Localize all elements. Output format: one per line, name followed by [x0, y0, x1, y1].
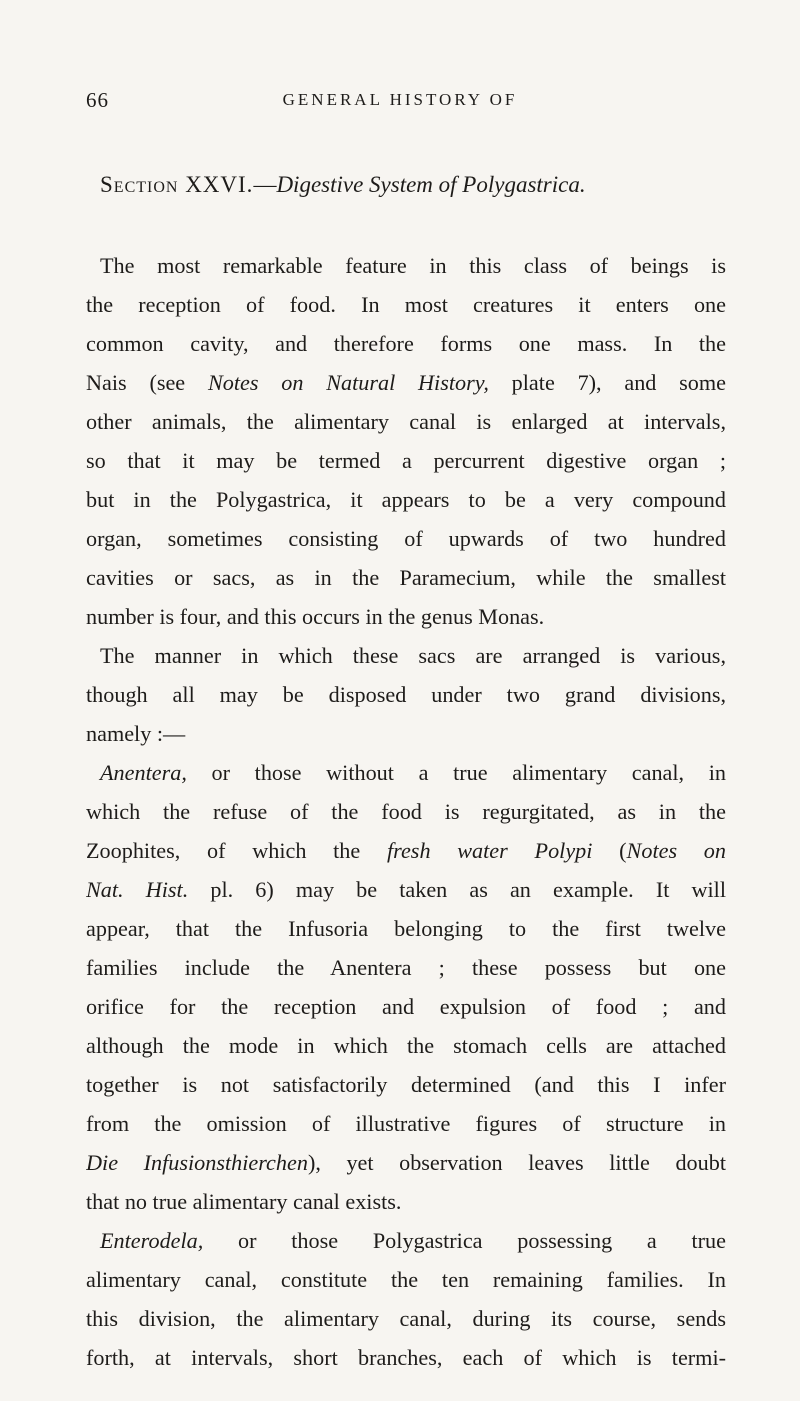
term-anentera: Anentera,: [100, 760, 187, 785]
text-line: organ, sometimes consisting of upwards of two hundred: [86, 526, 726, 551]
text-line: this division, the alimentary canal, during its course, sends: [86, 1306, 726, 1331]
book-reference: Die Infusionsthierchen: [86, 1150, 308, 1175]
section-heading: [100, 172, 586, 198]
book-reference: Notes on: [626, 838, 726, 863]
book-reference: Notes on Natural History,: [207, 370, 489, 395]
paragraph-food-reception: [86, 246, 726, 636]
page-number: 66: [86, 88, 109, 112]
text-line: [86, 753, 726, 792]
section-dash: —: [253, 172, 277, 197]
text-line: although the mode in which the stomach cells are attached: [86, 1033, 726, 1058]
text-fragment: or those Polygastrica possessing a true: [203, 1228, 726, 1253]
text-line: appear, that the Infusoria belonging to the first twelve: [86, 916, 726, 941]
text-line: together is not satisfactorily determined (and this I infer: [86, 1072, 726, 1097]
text-fragment: Nais (see: [86, 370, 208, 395]
book-reference: Nat. Hist.: [86, 877, 189, 902]
text-line: orifice for the reception and expulsion of food ; and: [86, 994, 726, 1019]
text-line: common cavity, and therefore forms one mass. In the: [86, 331, 726, 356]
text-line: other animals, the alimentary canal is enlarged at intervals,: [86, 409, 726, 434]
text-fragment: or those without a true alimentary canal, in: [186, 760, 726, 785]
text-line: which the refuse of the food is regurgitated, as in the: [86, 799, 726, 824]
text-line: The manner in which these sacs are arranged is various,: [100, 643, 726, 668]
text-line: [86, 831, 726, 870]
text-line: The most remarkable feature in this class of beings is: [100, 253, 726, 278]
text-line: though all may be disposed under two grand divisions,: [86, 682, 726, 707]
running-head: [0, 88, 800, 118]
text-line: [86, 1221, 726, 1260]
text-line: so that it may be termed a percurrent digestive organ ;: [86, 448, 726, 473]
text-line: namely :—: [86, 721, 186, 746]
text-fragment: Zoophites, of which the: [86, 838, 387, 863]
text-line: [86, 870, 726, 909]
text-line: the reception of food. In most creatures it enters one: [86, 292, 726, 317]
body-text: [86, 246, 726, 1377]
text-line: cavities or sacs, as in the Paramecium, while the smallest: [86, 565, 726, 590]
text-line: [86, 1143, 726, 1182]
text-fragment: (: [592, 838, 627, 863]
section-label: Section XXVI.: [100, 172, 254, 197]
text-fragment: plate 7), and some: [488, 370, 726, 395]
paragraph-enterodela: [86, 1221, 726, 1377]
paragraph-divisions: [86, 636, 726, 753]
text-fragment: ), yet observation leaves little doubt: [307, 1150, 726, 1175]
text-line: but in the Polygastrica, it appears to be a very compound: [86, 487, 726, 512]
text-line: forth, at intervals, short branches, each of which is termi-: [86, 1345, 726, 1370]
paragraph-anentera: [86, 753, 726, 1221]
running-head-title: GENERAL HISTORY OF: [282, 90, 518, 109]
text-line: families include the Anentera ; these possess but one: [86, 955, 726, 980]
text-line: [86, 363, 726, 402]
text-line: number is four, and this occurs in the genus Monas.: [86, 604, 545, 629]
section-title: Digestive System of Polygastrica.: [276, 172, 586, 197]
text-line: that no true alimentary canal exists.: [86, 1189, 402, 1214]
text-line: alimentary canal, constitute the ten remaining families. In: [86, 1267, 726, 1292]
term-enterodela: Enterodela,: [100, 1228, 204, 1253]
text-fragment: pl. 6) may be taken as an example. It will: [188, 877, 726, 902]
text-line: from the omission of illustrative figures of structure in: [86, 1111, 726, 1136]
term-fresh-water-polypi: fresh water Polypi: [386, 838, 593, 863]
